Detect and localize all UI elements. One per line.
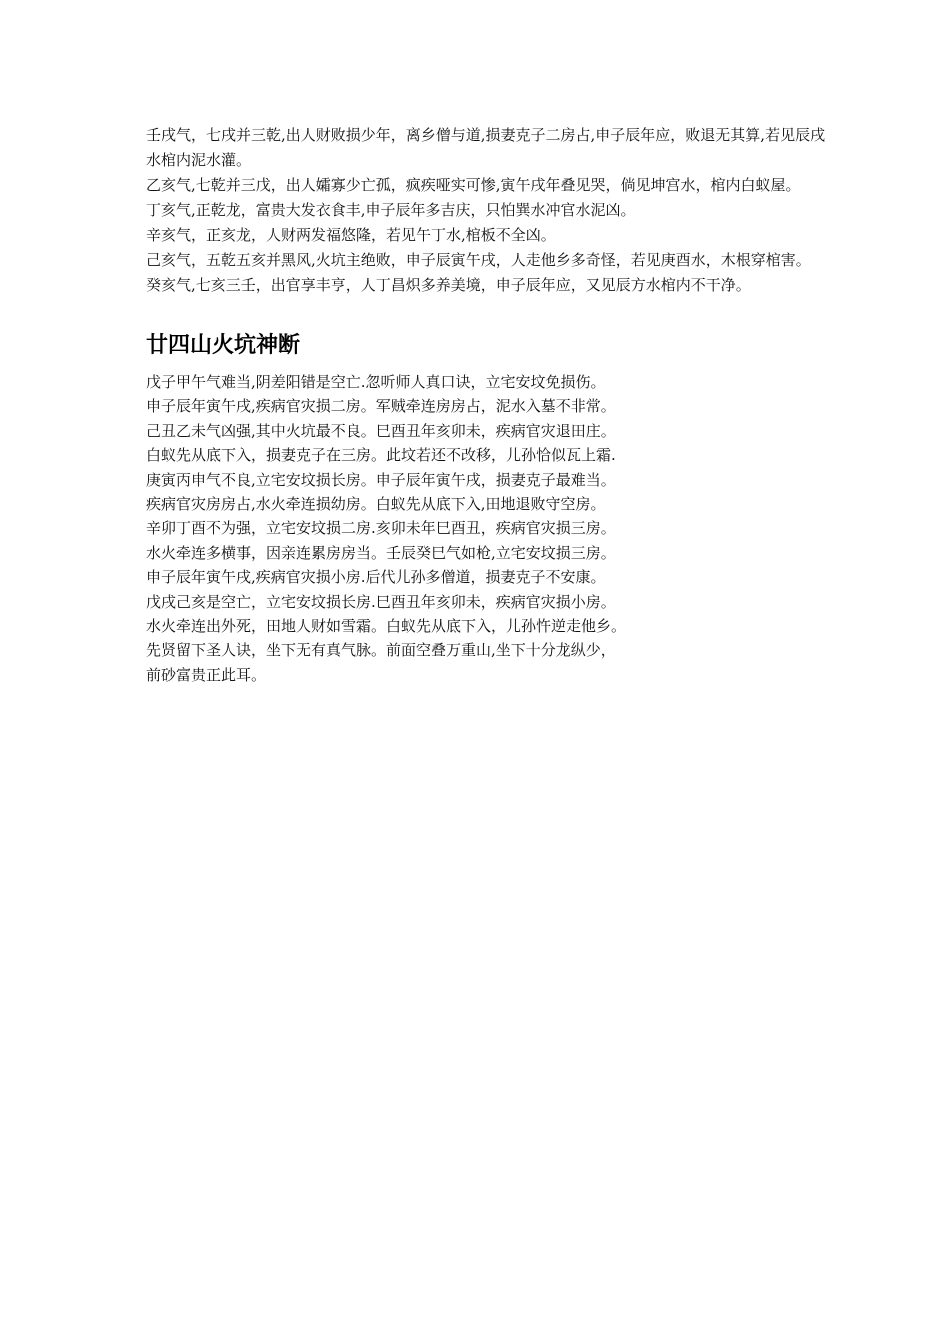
- paragraph-guihai: 癸亥气,七亥三壬，出官享丰亨，人丁昌炽多养美境，申子辰年应，又见辰方水棺内不干净。: [146, 276, 751, 294]
- verse-line: 己丑乙未气凶强,其中火坑最不良。巳酉丑年亥卯未，疾病官灾退田庄。: [146, 421, 616, 440]
- verse-block: [146, 370, 826, 687]
- verse-line: 白蚁先从底下入，损妻克子在三房。此坟若还不改移，儿孙恰似瓦上霜.: [146, 446, 616, 465]
- verse-line: 申子辰年寅午戌,疾病官灾损二房。军贼牵连房房占，泥水入墓不非常。: [146, 397, 616, 416]
- verse-line: 申子辰年寅午戌,疾病官灾损小房.后代儿孙多僧道，损妻克子不安康。: [146, 568, 606, 587]
- verse-line: 戊子甲午气难当,阴差阳错是空亡.忽听师人真口诀，立宅安坟免损伤。: [146, 373, 606, 391]
- section-title: 廿四山火坑神断: [146, 333, 301, 358]
- paragraph-yihai: 乙亥气,七乾并三戊，出人孀寡少亡孤，疯疾哑实可惨,寅午戌年叠见哭，倘见坤宫水，棺内白蚁屋。: [146, 176, 801, 194]
- verse-line: 辛卯丁酉不为强，立宅安坟损二房.亥卯未年巳酉丑，疾病官灾损三房。: [146, 519, 616, 538]
- paragraph-jihai: 己亥气，五乾五亥并黑风,火坑主绝败，申子辰寅午戌，人走他乡多奇怪，若见庚酉水，木根穿棺害。: [146, 251, 811, 269]
- paragraph-xinhai: 辛亥气，正亥龙，人财两发福悠隆，若见午丁水,棺板不全凶。: [146, 226, 556, 244]
- verse-line: 戊戌己亥是空亡，立宅安坟损长房.巳酉丑年亥卯未，疾病官灾损小房。: [146, 592, 616, 611]
- verse-line: 水火牵连多横事，因亲连累房房当。壬辰癸巳气如枪,立宅安坟损三房。: [146, 543, 616, 562]
- verse-line: 庚寅丙申气不良,立宅安坟损长房。申子辰年寅午戌，损妻克子最难当。: [146, 470, 616, 489]
- verse-line: 疾病官灾房房占,水火牵连损幼房。白蚁先从底下入,田地退败守空房。: [146, 495, 606, 514]
- verse-line: 先贤留下圣人诀，坐下无有真气脉。前面空叠万重山,坐下十分龙纵少，: [146, 641, 616, 660]
- verse-line: 前砂富贵正此耳。: [146, 665, 267, 684]
- document-page: [146, 123, 826, 687]
- paragraph-renxu: 壬戌气，七戌并三乾,出人财败损少年，离乡僧与道,损妻克子二房占,申子辰年应，败退无其算,若见辰戌水棺内泥水灌。: [146, 126, 826, 169]
- paragraph-dinghai: 丁亥气,正乾龙，富贵大发衣食丰,申子辰年多吉庆，只怕巽水冲官水泥凶。: [146, 201, 636, 219]
- intro-block: [146, 123, 826, 298]
- verse-line: 水火牵连出外死，田地人财如雪霜。白蚁先从底下入，儿孙忤逆走他乡。: [146, 617, 627, 636]
